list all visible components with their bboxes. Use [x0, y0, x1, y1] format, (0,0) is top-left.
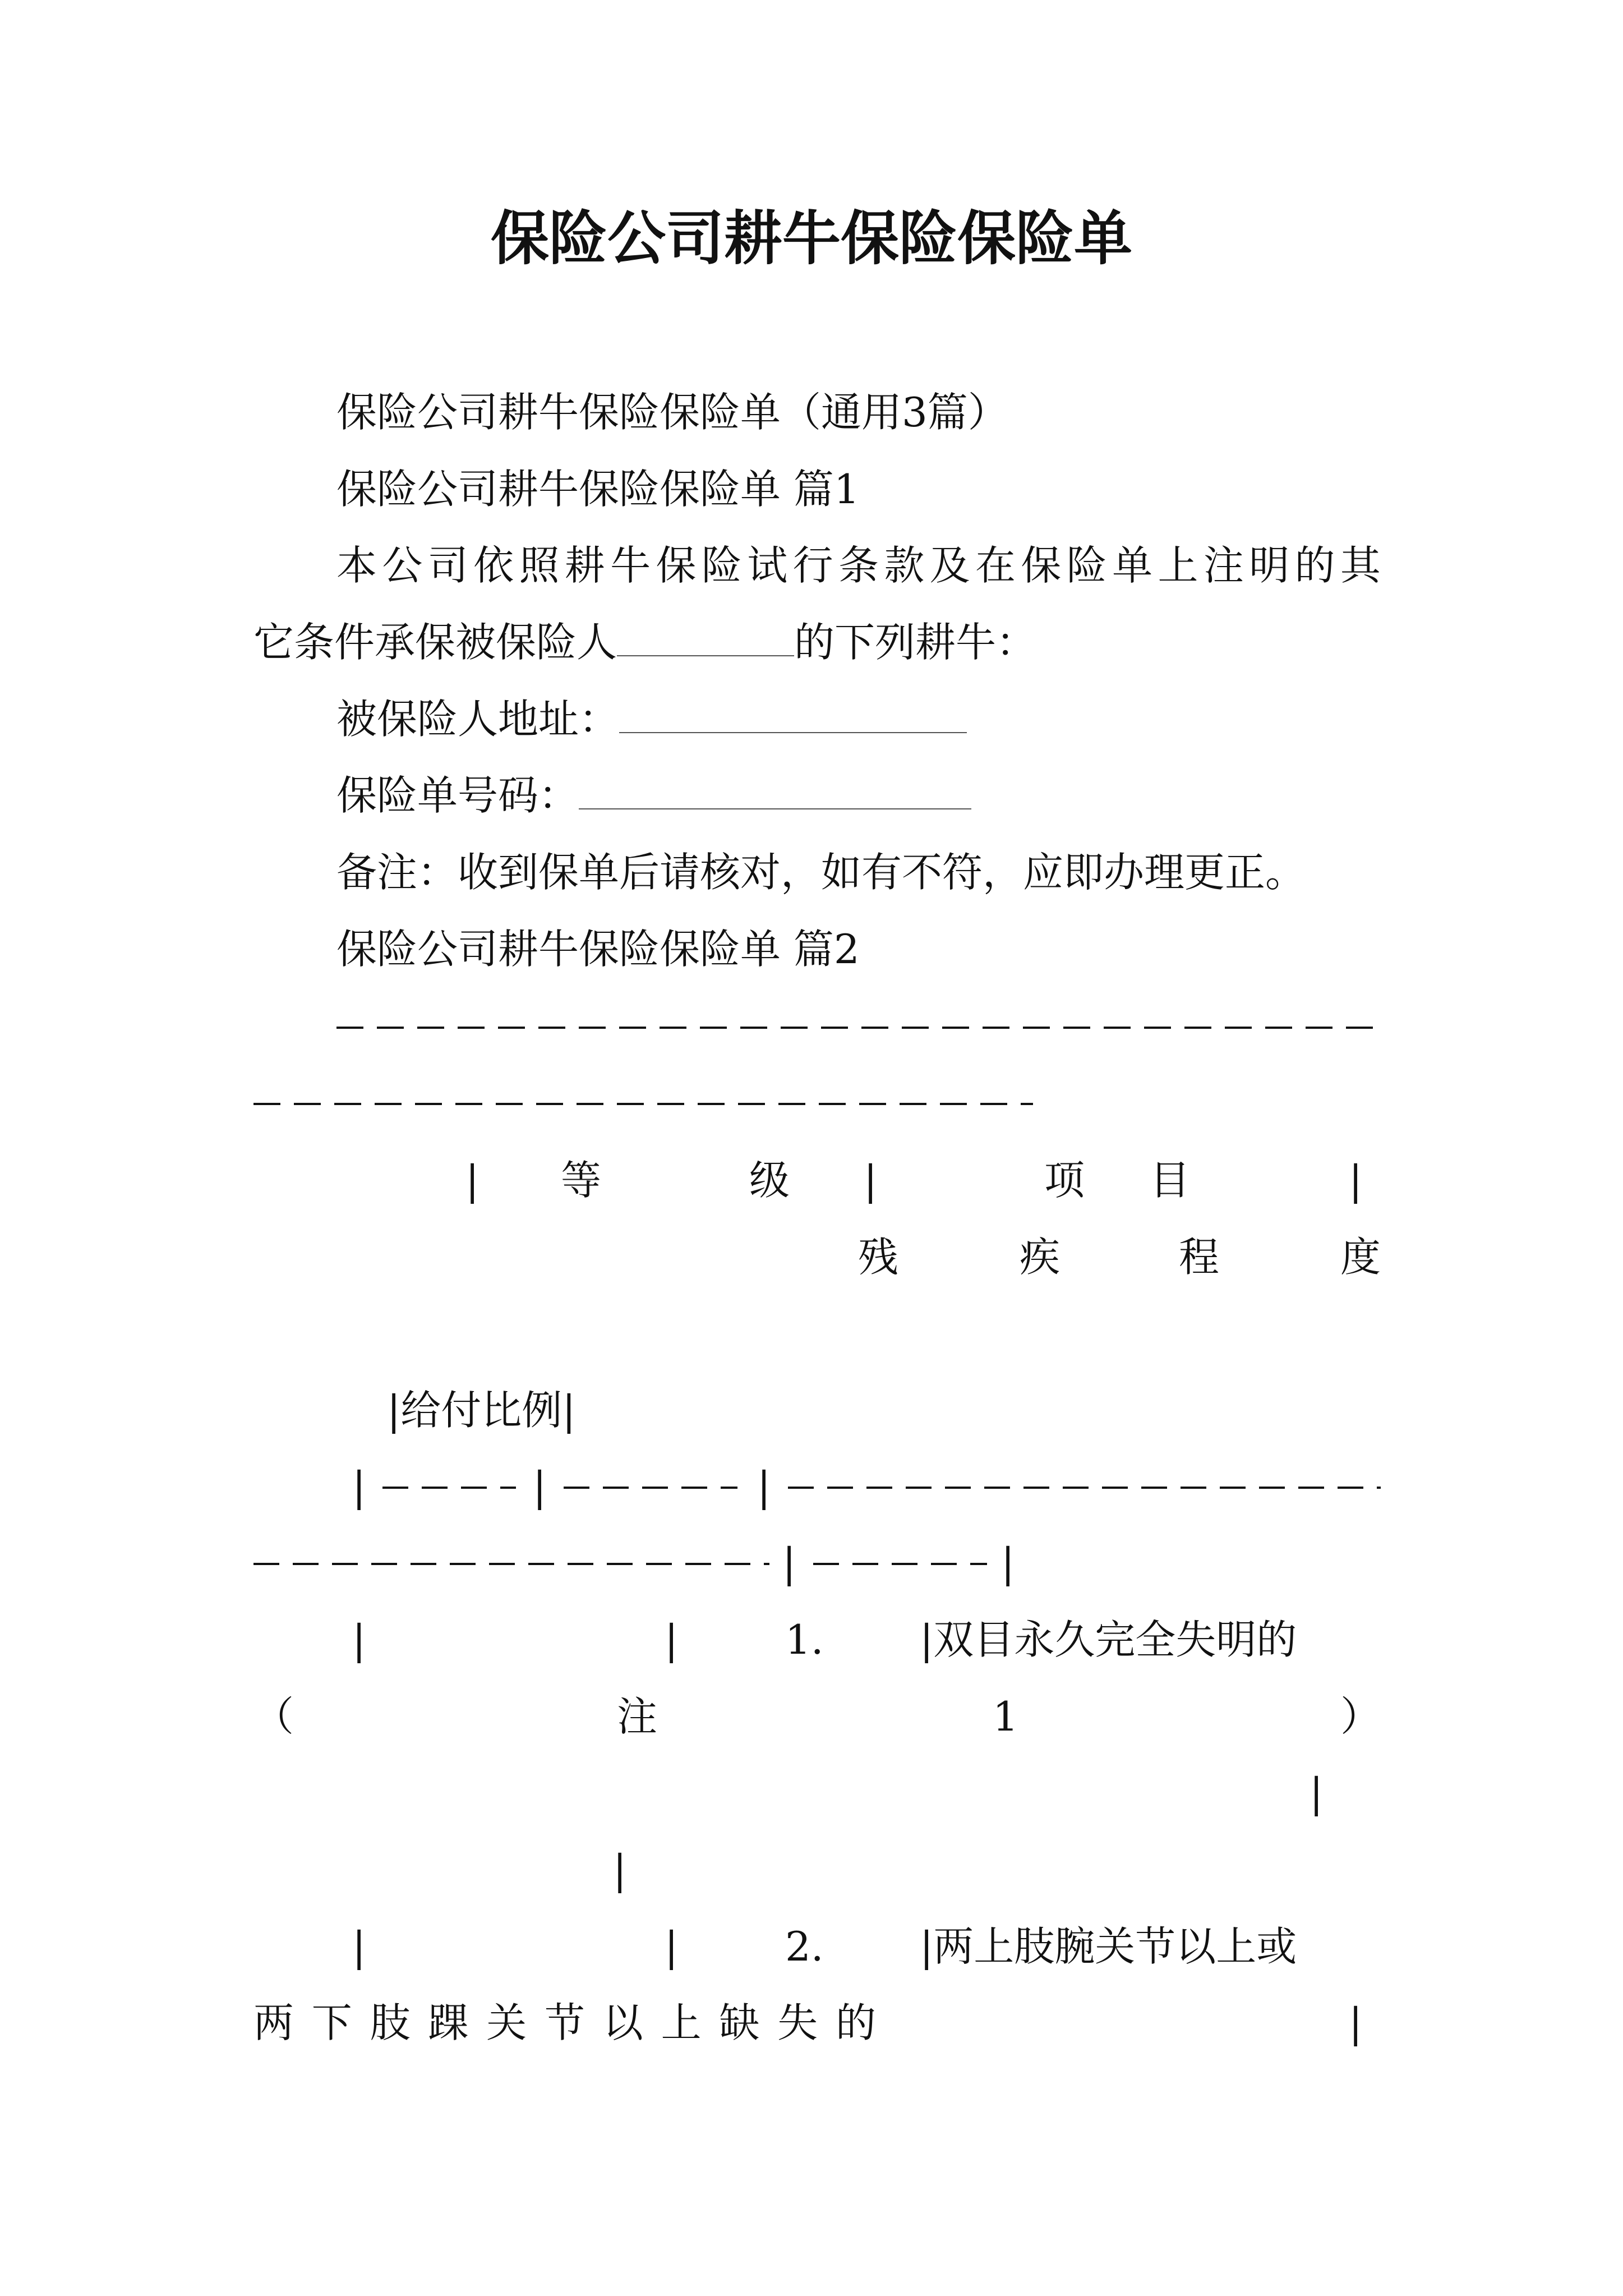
intro-char: 保 [1021, 542, 1062, 589]
column-separator: | [665, 1616, 679, 1663]
address-line [336, 691, 967, 747]
intro-char: 明 [1249, 542, 1290, 589]
intro-char: 险 [1066, 542, 1107, 589]
intro-char: 依 [473, 542, 514, 589]
intro-line-2 [253, 614, 1036, 670]
column-separator: | [613, 1846, 627, 1893]
column-separator: | [1001, 1539, 1015, 1586]
row1-number: 1. [785, 1616, 824, 1663]
column-separator: | [782, 1539, 796, 1586]
row1-note-open: （ [253, 1693, 294, 1740]
row2-line2-char: 的 [835, 1999, 876, 2046]
column-separator: | [1310, 1769, 1324, 1816]
row1-note-number: 1 [993, 1693, 1018, 1740]
intro-char: 耕 [564, 542, 605, 589]
table-top-rule-2 [253, 1103, 1033, 1105]
header-payment-ratio: |给付比例| [387, 1387, 576, 1434]
header-item-char-1: 项 [1044, 1157, 1085, 1204]
intro-line-1 [336, 537, 1381, 593]
intro-char: 试 [747, 542, 788, 589]
section-heading-2: 保险公司耕牛保险保险单 篇2 [336, 926, 860, 973]
separator-dash-col3-a [788, 1487, 1381, 1489]
intro-char: 上 [1158, 542, 1198, 589]
document-title: 保险公司耕牛保险保险单 [490, 204, 1132, 273]
row2-line2-char: 上 [661, 1999, 702, 2046]
intro-char: 司 [427, 542, 468, 589]
row2-line2-char: 两 [253, 1999, 294, 2046]
intro-char: 的 [1294, 542, 1335, 589]
separator-dash-col2 [564, 1487, 737, 1489]
row2-item-text: |两上肢腕关节以上或 [920, 1923, 1297, 1970]
intro-char: 照 [519, 542, 560, 589]
row2-line2-char: 关 [486, 1999, 527, 2046]
header-disability-char-2: 疾 [1020, 1234, 1061, 1281]
intro-char: 牛 [610, 542, 651, 589]
header-disability-char-1: 残 [858, 1234, 899, 1281]
column-separator: | [665, 1923, 679, 1970]
header-grade-char-2: 级 [749, 1157, 790, 1204]
row2-line2-char: 以 [602, 1999, 643, 2046]
intro-char: 公 [382, 542, 423, 589]
remark: 备注：收到保单后请核对，如有不符，应即办理更正。 [336, 849, 1306, 896]
intro-char: 注 [1203, 542, 1244, 589]
column-separator: | [1349, 1157, 1363, 1204]
intro-char: 其 [1340, 542, 1381, 589]
intro-text-after-blank: 的下列耕牛： [794, 619, 1037, 666]
intro-char: 单 [1112, 542, 1153, 589]
intro-char: 款 [884, 542, 925, 589]
table-top-rule-1 [336, 1027, 1381, 1029]
row2-line2-char: 下 [311, 1999, 352, 2046]
column-separator: | [352, 1923, 366, 1970]
separator-dash-col3-b [253, 1563, 769, 1565]
intro-char: 行 [792, 542, 833, 589]
column-separator: | [1349, 1999, 1363, 2046]
column-separator: | [352, 1616, 366, 1663]
row2-line2-char: 踝 [428, 1999, 469, 2046]
policy-number-label: 保险单号码： [336, 772, 579, 819]
address-blank [619, 693, 967, 733]
header-disability-char-3: 程 [1179, 1234, 1220, 1281]
address-label: 被保险人地址： [336, 696, 620, 743]
row2-line2-char: 失 [777, 1999, 818, 2046]
intro-char: 险 [701, 542, 742, 589]
subtitle: 保险公司耕牛保险保险单（通用3篇） [336, 389, 1008, 436]
intro-char: 保 [656, 542, 697, 589]
separator-dash-col1 [382, 1487, 516, 1489]
column-separator: | [533, 1463, 547, 1510]
policy-number-blank [579, 769, 971, 809]
column-separator: | [465, 1157, 479, 1204]
row2-item-text-line2 [253, 1995, 876, 2051]
row2-line2-char: 节 [544, 1999, 585, 2046]
column-separator: | [864, 1157, 878, 1204]
intro-char: 及 [929, 542, 970, 589]
column-separator: | [757, 1463, 771, 1510]
intro-char: 在 [975, 542, 1016, 589]
header-item-char-2: 目 [1150, 1157, 1191, 1204]
header-disability-char-4: 度 [1340, 1234, 1381, 1281]
row1-note-close: ） [1340, 1693, 1381, 1740]
policy-number-line [336, 767, 971, 823]
row2-line2-char: 缺 [719, 1999, 760, 2046]
intro-char: 本 [336, 542, 377, 589]
intro-text-before-blank: 它条件承保被保险人 [253, 619, 617, 666]
row1-item-text: |双目永久完全失明的 [920, 1616, 1297, 1663]
column-separator: | [352, 1463, 366, 1510]
insured-name-blank [617, 616, 794, 656]
row2-line2-char: 肢 [370, 1999, 411, 2046]
row1-note-word: 注 [617, 1693, 658, 1740]
row2-number: 2. [785, 1923, 824, 1970]
separator-dash-col4 [813, 1563, 987, 1565]
intro-char: 条 [838, 542, 879, 589]
section-heading-1: 保险公司耕牛保险保险单 篇1 [336, 466, 860, 513]
header-grade-char-1: 等 [561, 1157, 602, 1204]
